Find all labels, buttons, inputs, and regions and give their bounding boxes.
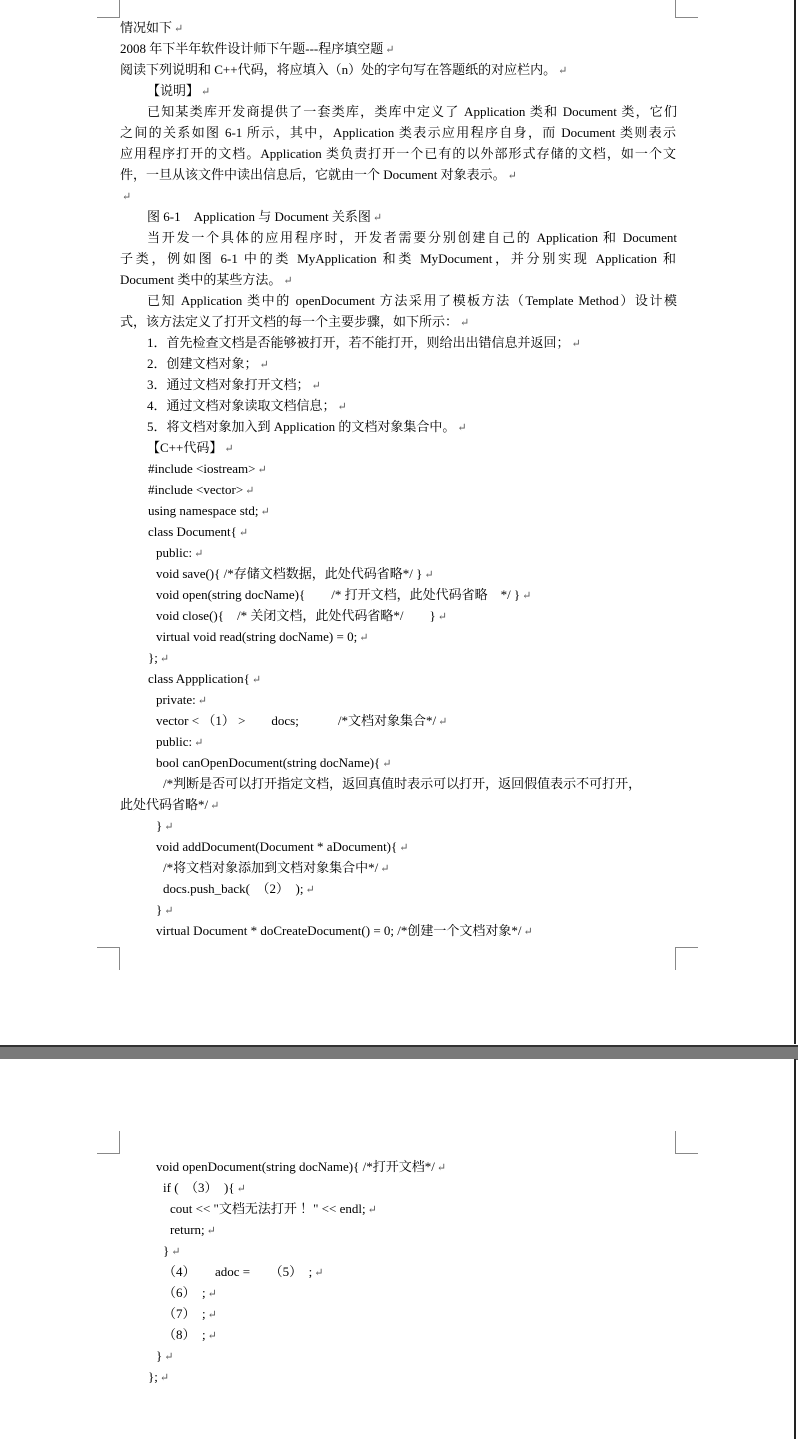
- code-comment: /*判断是否可以打开指定文档，返回真值时表示可以打开，返回假值表示不可打开，: [163, 776, 642, 791]
- figure-caption: 图 6-1 Application 与 Document 关系图 ↵: [147, 209, 383, 224]
- code-line: （6） ; ↵: [163, 1285, 217, 1300]
- crop-mark-bottom-left: [97, 947, 120, 970]
- empty-line: ↵: [122, 191, 132, 203]
- code-line: cout << "文档无法打开 ！" << endl; ↵: [170, 1201, 377, 1216]
- text-line: 式，该方法定义了打开文档的每一个主要步骤，如下所示： ↵: [120, 314, 470, 329]
- code-line: private: ↵: [156, 692, 207, 707]
- section-heading: 【说明】 ↵: [147, 83, 211, 98]
- text-line: 子类，例如图 6-1 中的类 MyApplication 和类 MyDocument，并分别实现 Application 和: [120, 251, 676, 266]
- section-heading: 【C++代码】 ↵: [147, 440, 234, 455]
- text-line: 阅读下列说明和 C++代码，将应填入（n）处的字句写在答题纸的对应栏内。 ↵: [120, 62, 568, 77]
- code-line: #include <vector> ↵: [148, 482, 255, 497]
- step-item: 2．创建文档对象； ↵: [147, 356, 269, 371]
- code-comment: 此处代码省略*/ ↵: [120, 797, 220, 812]
- document-page-2: [0, 1059, 796, 1439]
- text-line: 应用程序打开的文档。Application 类负责打开一个已有的以外部形式存储的文档，如一个文: [120, 146, 676, 161]
- code-comment: /*将文档对象添加到文档对象集合中*/ ↵: [163, 860, 390, 875]
- crop-mark-bottom-right: [675, 947, 698, 970]
- code-line: virtual Document * doCreateDocument() = 0; /*创建一个文档对象*/ ↵: [156, 923, 533, 938]
- code-line: } ↵: [163, 1243, 181, 1258]
- step-item: 3．通过文档对象打开文档； ↵: [147, 377, 321, 392]
- code-line: void close(){ /* 关闭文档，此处代码省略*/ } ↵: [156, 608, 447, 623]
- step-item: 1．首先检查文档是否能够被打开，若不能打开，则给出出错信息并返回； ↵: [147, 335, 581, 350]
- code-line: } ↵: [156, 1348, 174, 1363]
- code-line: }; ↵: [148, 650, 170, 665]
- code-line: class Document{ ↵: [148, 524, 249, 539]
- code-line: using namespace std; ↵: [148, 503, 270, 518]
- text-line: Document 类中的某些方法。 ↵: [120, 272, 293, 287]
- code-line: public: ↵: [156, 734, 204, 749]
- code-line: } ↵: [156, 818, 174, 833]
- crop-mark-top-left: [97, 0, 120, 18]
- code-line: void addDocument(Document * aDocument){ ↵: [156, 839, 409, 854]
- code-line: }; ↵: [148, 1369, 170, 1384]
- code-line: bool canOpenDocument(string docName){ ↵: [156, 755, 392, 770]
- text-line: 已知 Application 类中的 openDocument 方法采用了模板方法（Template Method）设计模: [147, 293, 677, 308]
- text-line: 之间的关系如图 6-1 所示，其中，Application 类表示应用程序自身，而 Document 类则表示: [120, 125, 676, 140]
- code-line: void open(string docName){ /* 打开文档，此处代码省略 */ } ↵: [156, 587, 532, 602]
- text-line: 件，一旦从该文件中读出信息后，它就由一个 Document 对象表示。 ↵: [120, 167, 517, 182]
- code-line: } ↵: [156, 902, 174, 917]
- crop-mark-top-right: [675, 0, 698, 18]
- code-line: （8） ; ↵: [163, 1327, 217, 1342]
- text-line: 已知某类库开发商提供了一套类库，类库中定义了 Application 类和 Document 类，它们: [147, 104, 677, 119]
- crop-mark-top-left: [97, 1131, 120, 1154]
- code-line: （4） adoc = （5） ; ↵: [163, 1264, 324, 1279]
- text-line: 当开发一个具体的应用程序时，开发者需要分别创建自己的 Application 和 Document: [147, 230, 677, 245]
- code-line: if ( （3） ){ ↵: [163, 1180, 246, 1195]
- code-line: （7） ; ↵: [163, 1306, 217, 1321]
- code-line: void openDocument(string docName){ /*打开文档*/ ↵: [156, 1159, 447, 1174]
- page-separator: [0, 1045, 798, 1060]
- code-line: return; ↵: [170, 1222, 216, 1237]
- code-line: vector < （1） > docs; /*文档对象集合*/ ↵: [156, 713, 448, 728]
- code-line: void save(){ /*存储文档数据，此处代码省略*/ } ↵: [156, 566, 434, 581]
- code-line: class Appplication{ ↵: [148, 671, 262, 686]
- code-line: docs.push_back( （2） ); ↵: [163, 881, 315, 896]
- crop-mark-top-right: [675, 1131, 698, 1154]
- step-item: 4．通过文档对象读取文档信息； ↵: [147, 398, 347, 413]
- text-line: 情况如下 ↵: [120, 20, 184, 35]
- code-line: virtual void read(string docName) = 0; ↵: [156, 629, 369, 644]
- text-line: 2008 年下半年软件设计师下午题---程序填空题 ↵: [120, 41, 395, 56]
- code-line: #include <iostream> ↵: [148, 461, 267, 476]
- code-line: public: ↵: [156, 545, 204, 560]
- step-item: 5．将文档对象加入到 Application 的文档对象集合中。 ↵: [147, 419, 467, 434]
